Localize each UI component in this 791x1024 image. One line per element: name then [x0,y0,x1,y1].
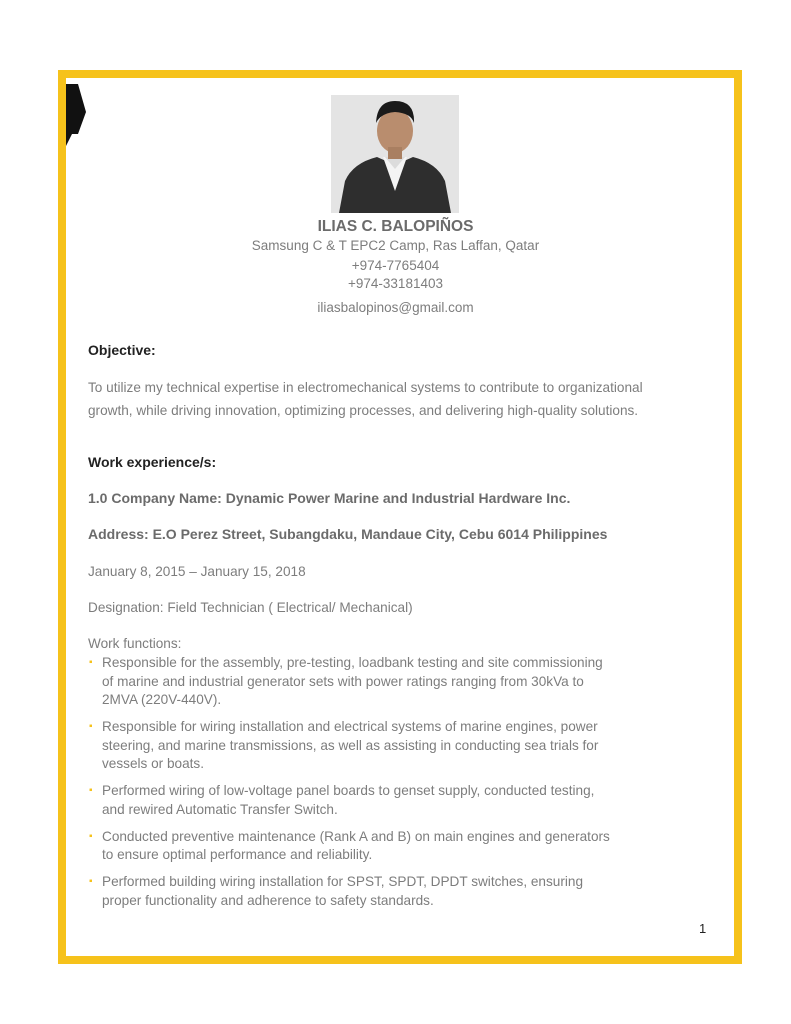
contact-address: Samsung C & T EPC2 Camp, Ras Laffan, Qatar [251,238,540,253]
objective-line-1: To utilize my technical expertise in electromechanical systems to contribute to organizational [88,380,643,395]
function-line: vessels or boats. [102,756,204,771]
function-line: Conducted preventive maintenance (Rank A and B) on main engines and generators [102,828,610,844]
profile-photo [331,95,459,213]
function-line: steering, and marine transmissions, as well as assisting in conducting sea trials for [102,737,599,753]
work-experience-heading: Work experience/s: [88,454,217,470]
list-item [88,654,688,710]
bullet-icon: ▪ [89,657,93,668]
bullet-icon: ▪ [89,721,93,732]
bullet-icon: ▪ [89,876,93,887]
contact-phone-2: +974-33181403 [348,276,443,291]
objective-line-2: growth, while driving innovation, optimizing processes, and delivering high-quality solutions. [88,403,639,418]
designation: Designation: Field Technician ( Electrical/ Mechanical) [88,600,413,615]
function-line: 2MVA (220V-440V). [102,692,222,707]
bullet-icon: ▪ [89,830,93,842]
function-line: to ensure optimal performance and reliability. [102,847,373,862]
list-item [88,718,688,774]
function-line: Performed wiring of low-voltage panel boards to genset supply, conducted testing, [102,783,595,798]
function-line: Responsible for the assembly, pre-testing, loadbank testing and site commissioning [102,655,603,670]
function-line: Responsible for wiring installation and electrical systems of marine engines, power [102,719,598,734]
work-functions-label: Work functions: [88,636,182,651]
function-line: Performed building wiring installation for SPST, SPDT, DPDT switches, ensuring [102,874,584,889]
page-number: 1 [699,921,707,936]
function-line: and rewired Automatic Transfer Switch. [102,801,338,817]
function-line: of marine and industrial generator sets with power ratings ranging from 30kVa to [102,673,584,689]
list-item [88,782,688,819]
list-item [88,828,688,865]
employment-dates: January 8, 2015 – January 15, 2018 [88,564,306,579]
section-tab-marker [66,84,86,146]
objective-heading: Objective: [88,342,156,358]
function-line: proper functionality and adherence to safety standards. [102,892,434,908]
contact-email: iliasbalopinos@gmail.com [317,300,474,315]
company-address: Address: E.O Perez Street, Subangdaku, Mandaue City, Cebu 6014 Philippines [88,526,608,542]
applicant-name: ILIAS C. BALOPIÑOS [317,218,474,235]
contact-phone-1: +974-7765404 [351,258,440,273]
list-item [88,873,688,910]
work-functions-list [88,654,688,919]
bullet-icon: ▪ [89,785,93,796]
company-name: 1.0 Company Name: Dynamic Power Marine and Industrial Hardware Inc. [88,490,571,506]
